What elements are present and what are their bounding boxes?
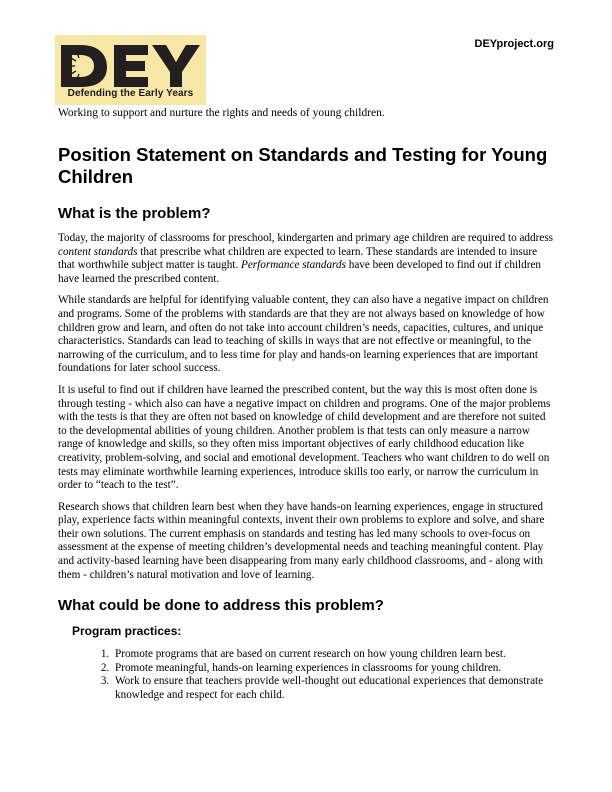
- logo-letters-graphic: [55, 41, 206, 89]
- emphasis-content-standards: content standards: [58, 245, 138, 258]
- site-url-link[interactable]: DEYproject.org: [474, 38, 554, 50]
- emphasis-performance-standards: Performance standards: [241, 259, 346, 272]
- logo-tagline: Defending the Early Years: [67, 88, 194, 99]
- section-heading-problem: What is the problem?: [58, 205, 211, 222]
- list-item: 2. Promote meaningful, hands-on learning experiences in classrooms for young children.: [112, 662, 555, 676]
- document-title: Position Statement on Standards and Testing for Young Children: [58, 144, 548, 187]
- dey-logo: [55, 35, 206, 105]
- paragraph-standards-intro: [58, 232, 555, 286]
- document-body: [58, 205, 555, 703]
- text-run: Today, the majority of classrooms for preschool, kindergarten and primary age children are required to address: [58, 232, 554, 244]
- paragraph-research: Research shows that children learn best when they have hands-on learning experiences, engage in structured play, experience facts within meaningful contexts, invent their own problems to explore and solve, and share their own solutions. The current emphasis on standards and testing has led many schools to over-focus on assessment at the expense of meeting children’s developmental needs and teaching meaningful content. Play and activity-based learning have been disappearing from many early childhood classrooms, and - along with them - children’s natural motivation and love of learning.: [58, 500, 545, 581]
- program-practices-list: [58, 648, 555, 702]
- list-item: 3. Work to ensure that teachers provide well-thought out educational experiences that demonstrate knowledge and respect for each child.: [112, 675, 555, 702]
- mission-statement: Working to support and nurture the rights and needs of young children.: [58, 107, 385, 119]
- subheading-program-practices: Program practices:: [72, 624, 182, 639]
- text-run: have been developed to find out if children have learned the prescribed content.: [58, 259, 542, 285]
- paragraph-standards-problems: While standards are helpful for identifying valuable content, they can also have a negative impact on children and programs. Some of the problems with standards are that they are not always based on knowledge of how children grow and learn, and often do not take into account children’s needs, capacities, cultures, and unique characteristics. Standards can lead to teaching of skills in ways that are not effective or meaningful, to the narrowing of the curriculum, and to less time for play and hands-on learning experiences that are important foundations for later school success.: [58, 294, 549, 375]
- list-item: 1. Promote programs that are based on current research on how young children learn best.: [112, 648, 555, 662]
- paragraph-testing-problems: It is useful to find out if children have learned the prescribed content, but the way this is most often done is through testing - which also can have a negative impact on children and programs. One of the major problems with the tests is that they are often not based on knowledge of child development and are therefore not suited to the developmental abilities of young children. Another problem is that tests can only measure a narrow range of knowledge and skills, so they often miss important objectives of early childhood education like creativity, problem-solving, and social and emotional development. Teachers who want children to do well on tests may eliminate worthwhile learning experiences, introduce skills too early, or narrow the curriculum in order to “teach to the test”.: [58, 383, 551, 492]
- text-run: that prescribe what children are expected to learn. These standards are intended to insure that worthwhile subject matter is taught.: [58, 245, 538, 272]
- section-heading-solutions: What could be done to address this problem?: [58, 597, 384, 615]
